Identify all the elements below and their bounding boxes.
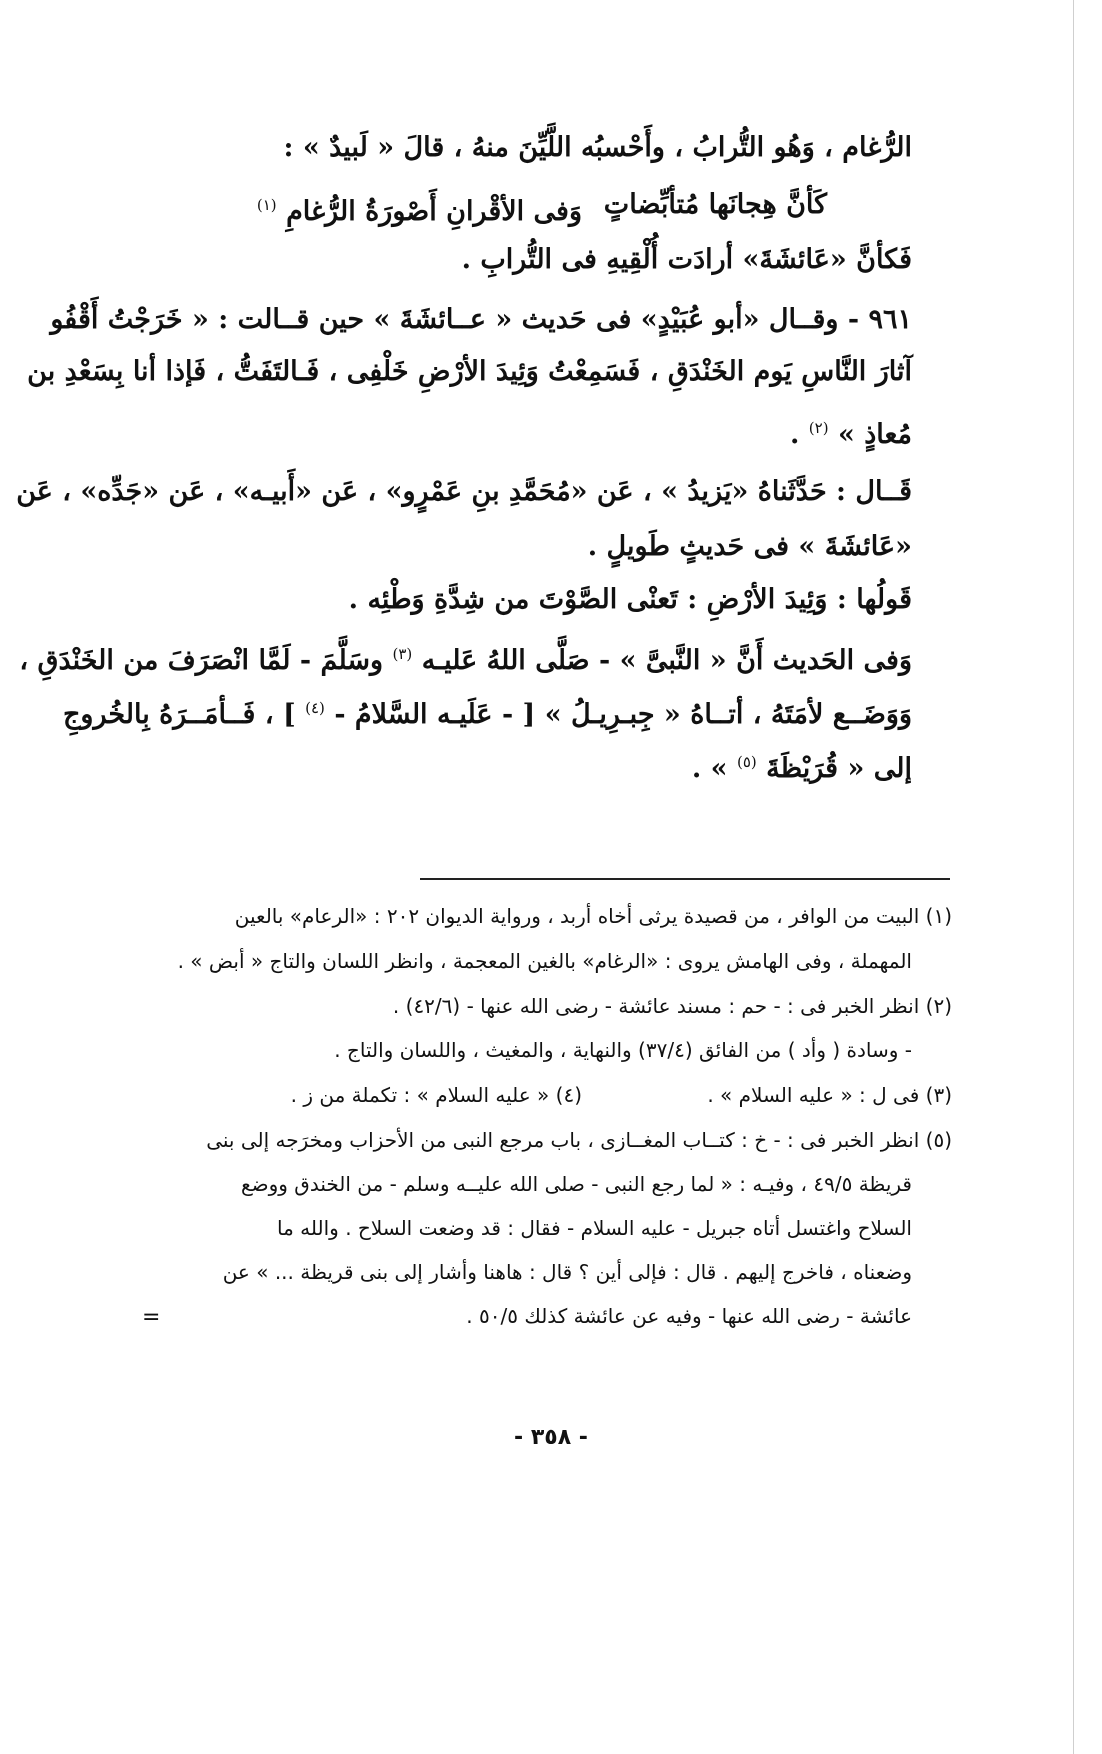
footnote-separator [420,878,950,880]
text-line-11-b: ] ، فَــأمَــرَهُ بِالخُروجِ [62,699,296,730]
text-line-6 [790,408,912,455]
footnote-5-line-5: عائشة - رضى الله عنها - وفيه عن عائشة كذلك ٥٠/٥ . [466,1304,912,1328]
text-line-9: قَولُها : وَئِيدَ الأرْضِ : تَعنْى الصَّوْتَ من شِدَّةِ وَطْئِه . [348,584,912,615]
footnote-ref-5: (٥) [736,753,757,771]
text-line-6-main: مُعاذٍ » [837,419,912,450]
text-line-8: «عَائشَةَ » فى حَديثٍ طَويلٍ . [587,531,912,562]
text-line-11 [63,688,912,735]
footnote-1-line-2: المهملة ، وفى الهامش يروى : «الرغام» بالغين المعجمة ، وانظر اللسان والتاج « أبض » . [177,949,912,973]
page-number: - ٣٥٨ - [514,1425,588,1450]
verse-second-hemistich [257,185,582,232]
footnote-ref-1: (١) [256,196,277,214]
footnote-ref-3: (٣) [392,645,413,663]
text-line-10-b: وسَلَّمَ - لَمَّا انْصَرَفَ من الخَنْدَقِ ، [19,645,384,676]
text-line-7: قَــال : حَدَّثَناهُ «يَزيدُ » ، عَن «مُحَمَّدِ بنِ عَمْرٍو» ، عَن «أَبيـه» ، عَن «جَدِّه» ، عَن [16,476,912,507]
text-line-5: آثارَ النَّاسِ يَوم الخَنْدَقِ ، فَسَمِعْتُ وَئِيدَ الأرْضِ خَلْفِى ، فَـالتَفَتُّ ، فَإذا أنا بِسَعْدِ بن [27,356,912,387]
text-line-3: فَكأنَّ «عَائشَةَ» أرادَت أُلْقِيهِ فى التُّرابِ . [461,244,912,275]
footnote-2-line-1: (٢) انظر الخبر فى : - حم : مسند عائشة - رضى الله عنها - (٤٢/٦) . [392,994,952,1018]
text-line-12-a: إلى « قُرَيْظَةَ [766,753,912,784]
footnote-5-line-4: وضعناه ، فاخرج إليهم . قال : فإلى أين ؟ قال : هاهنا وأشار إلى بنى قريظة ... » عن [222,1260,912,1284]
footnote-2-line-2: - وسادة ( وأد ) من الفائق (٣٧/٤) والنهاية ، والمغيث ، واللسان والتاج . [334,1038,912,1062]
footnote-1-line-1: (١) البيت من الوافر ، من قصيدة يرثى أخاه أربد ، ورواية الديوان ٢٠٢ : «الرعام» بالعين [234,904,952,928]
footnote-5-line-3: السلاح واغتسل أتاه جبريل - عليه السلام - فقال : قد وضعت السلاح . والله ما [277,1216,912,1240]
text-line-11-a: وَوَضَــع لأمَتَهُ ، أتــاهُ « جِبـرِيـلُ » [ - عَلَيـه السَّلامُ - [334,699,912,730]
text-line-6-end: . [789,419,800,450]
text-line-10 [19,634,912,681]
scan-edge-line [1073,0,1074,1754]
footnote-5-line-2: قريظة ٤٩/٥ ، وفيـه : « لما رجع النبى - صلى الله عليــه وسلم - من الخندق ووضع [241,1172,912,1196]
footnote-3: (٣) فى ل : « عليه السلام » . [707,1083,952,1107]
footnote-ref-4: (٤) [305,699,325,717]
text-line-1: الرُّغام ، وَهُو التُّرابُ ، وأَحْسبُه اللَّيِّنَ منهُ ، قالَ « لَبيدٌ » : [283,132,912,163]
footnote-5-line-1: (٥) انظر الخبر فى : - خ : كتــاب المغــازى ، باب مرجع النبى من الأحزاب ومخرَجه إلى بنى [206,1128,952,1152]
footnote-4: (٤) « عليه السلام » : تكملة من ز . [290,1083,582,1107]
text-line-12-b: » . [691,753,728,784]
footnote-ref-2: (٢) [808,419,829,437]
text-line-4: ٩٦١ - وقــال «أبو عُبَيْدٍ» فى حَديث « عــائشَةَ » حين قــالت : « خَرَجْتُ أَقْفُو [50,304,912,335]
verse-second-text: وَفى الأقْرانِ أَصْورَةُ الرُّغامِ [286,196,582,227]
verse-first-hemistich: كَأنَّ هِجانَها مُتأبِّضاتٍ [603,189,827,220]
text-line-12 [692,742,912,789]
text-line-10-a: وَفى الحَديث أَنَّ « النَّبىَّ » - صَلَّى اللهُ عَليـه [421,645,912,676]
continuation-mark: = [142,1305,161,1330]
